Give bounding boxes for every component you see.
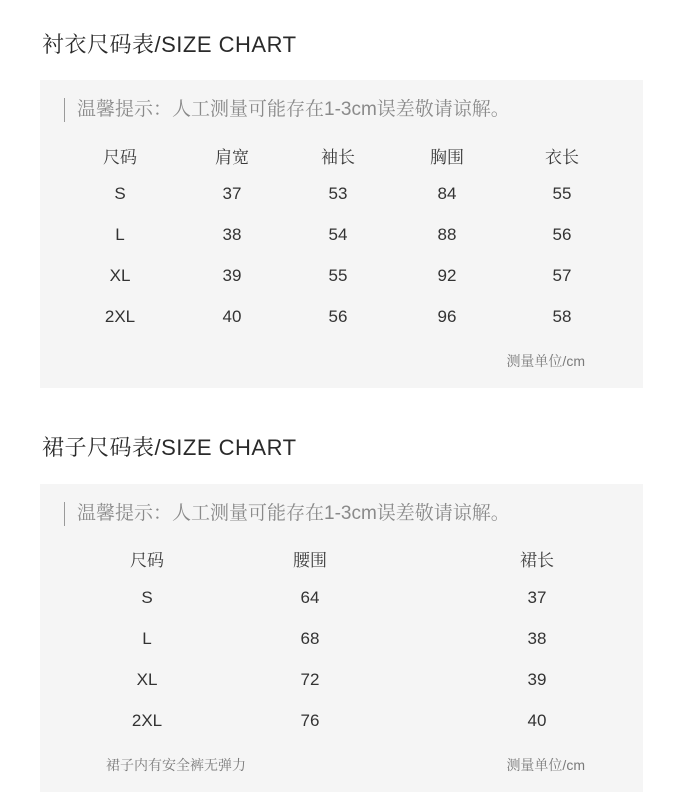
skirt-row-length: 38 (527, 629, 547, 648)
skirt-measurement-tip: 温馨提示：人工测量可能存在1-3cm误差敬请谅解。 (64, 502, 510, 526)
skirt-row-waist: 76 (300, 711, 320, 730)
skirt-row-waist: 64 (300, 588, 320, 607)
shirt-row-length: 56 (552, 225, 572, 244)
skirt-size-table-panel (40, 484, 643, 792)
skirt-header-length: 裙长 (520, 551, 554, 570)
shirt-row-length: 57 (552, 266, 572, 285)
shirt-row-shoulder: 40 (222, 307, 242, 326)
shirt-measurement-tip: 温馨提示：人工测量可能存在1-3cm误差敬请谅解。 (64, 98, 510, 122)
shirt-header-shoulder: 肩宽 (215, 148, 249, 167)
shirt-row-size: XL (109, 266, 131, 285)
skirt-row-size: 2XL (131, 711, 163, 730)
shirt-row-chest: 92 (437, 266, 457, 285)
shirt-row-shoulder: 39 (222, 266, 242, 285)
shirt-chart-title: 衬衣尺码表/SIZE CHART (42, 32, 297, 57)
shirt-row-sleeve: 56 (328, 307, 348, 326)
shirt-row-sleeve: 55 (328, 266, 348, 285)
skirt-row-size: S (141, 588, 153, 607)
skirt-safety-shorts-note: 裙子内有安全裤无弹力 (106, 757, 246, 773)
shirt-row-chest: 96 (437, 307, 457, 326)
skirt-chart-title: 裙子尺码表/SIZE CHART (42, 435, 297, 460)
skirt-row-length: 40 (527, 711, 547, 730)
shirt-row-size: S (114, 184, 126, 203)
skirt-row-length: 37 (527, 588, 547, 607)
shirt-header-length: 衣长 (545, 148, 579, 167)
shirt-row-length: 55 (552, 184, 572, 203)
shirt-row-shoulder: 38 (222, 225, 242, 244)
shirt-row-size: L (115, 225, 125, 244)
shirt-header-chest: 胸围 (430, 148, 464, 167)
shirt-header-size: 尺码 (103, 148, 137, 167)
shirt-size-table-panel (40, 80, 643, 388)
shirt-row-chest: 84 (437, 184, 457, 203)
skirt-row-size: XL (136, 670, 158, 689)
skirt-header-waist: 腰围 (293, 551, 327, 570)
skirt-row-length: 39 (527, 670, 547, 689)
shirt-row-length: 58 (552, 307, 572, 326)
shirt-unit-note: 测量单位/cm (506, 353, 585, 369)
shirt-row-chest: 88 (437, 225, 457, 244)
shirt-row-shoulder: 37 (222, 184, 242, 203)
shirt-row-size: 2XL (104, 307, 136, 326)
shirt-row-sleeve: 54 (328, 225, 348, 244)
shirt-row-sleeve: 53 (328, 184, 348, 203)
shirt-header-sleeve: 袖长 (321, 148, 355, 167)
skirt-unit-note: 测量单位/cm (506, 757, 585, 773)
skirt-row-waist: 68 (300, 629, 320, 648)
skirt-header-size: 尺码 (130, 551, 164, 570)
skirt-row-size: L (142, 629, 152, 648)
skirt-row-waist: 72 (300, 670, 320, 689)
